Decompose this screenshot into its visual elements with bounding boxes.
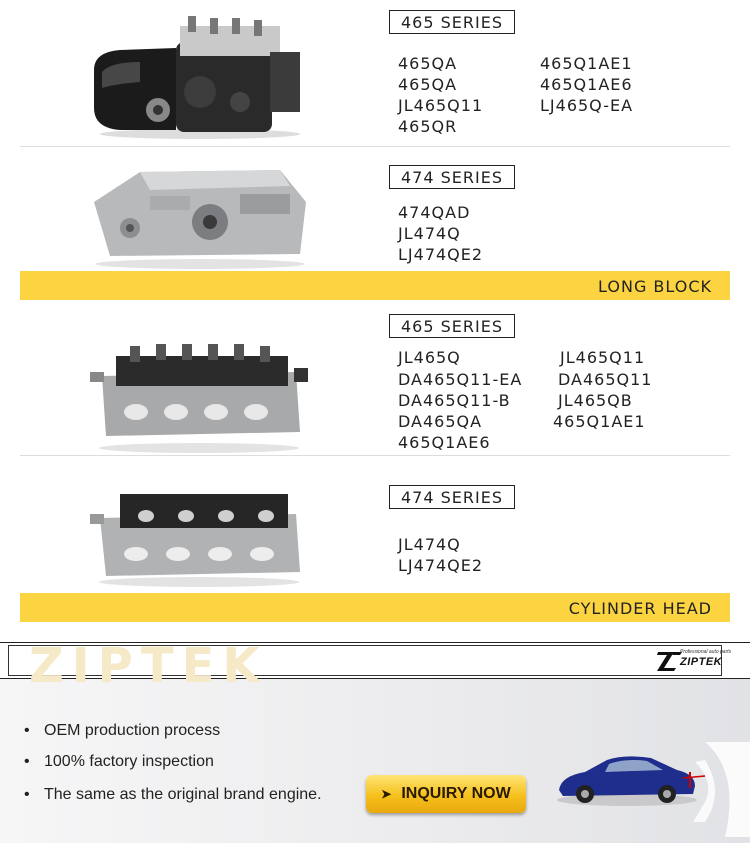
band-label: LONG BLOCK (598, 277, 712, 296)
band-label: CYLINDER HEAD (568, 599, 712, 618)
bullet-glyph: • (24, 786, 30, 803)
model-item: LJ474QE2 (398, 556, 484, 575)
bullet-glyph: • (24, 722, 30, 739)
model-item: 465QA (398, 75, 458, 94)
logo-bar-frame (8, 638, 722, 694)
model-item: JL465Q11 (398, 96, 484, 115)
feature-bullet (24, 786, 322, 804)
series-label: 474 SERIES (389, 485, 515, 509)
model-item: 465QA (398, 54, 458, 73)
model-item: 465QR (398, 117, 458, 136)
model-item: 465Q1AE6 (540, 75, 633, 94)
divider (20, 455, 730, 456)
model-item: 465Q1AE6 (398, 433, 491, 452)
model-item: JL465Q11 (560, 348, 646, 367)
logo-bar (0, 638, 750, 694)
feature-bullet (24, 753, 214, 771)
series-label: 465 SERIES (389, 314, 515, 338)
model-item: DA465Q11 (558, 370, 653, 389)
cylinder-head-465-image (86, 336, 312, 454)
series-label: 465 SERIES (389, 10, 515, 34)
inquiry-now-button[interactable] (366, 775, 526, 813)
model-item: JL474Q (398, 535, 461, 554)
brand-tagline: Professional auto parts (680, 649, 732, 655)
model-item: DA465Q11-EA (398, 370, 523, 389)
model-item: JL465QB (558, 391, 633, 410)
bullet-glyph: • (24, 753, 30, 770)
model-item: 465Q1AE1 (540, 54, 633, 73)
feature-text: OEM production process (44, 722, 221, 739)
model-item: 465Q1AE1 (553, 412, 646, 431)
long-block-band (20, 271, 730, 300)
engine-long-block-474-image (80, 152, 320, 270)
model-item: JL465Q (398, 348, 461, 367)
model-item: DA465Q11-B (398, 391, 511, 410)
engine-long-block-465-image (80, 12, 320, 140)
model-item: JL474Q (398, 224, 461, 243)
model-item: 474QAD (398, 203, 471, 222)
cylinder-head-474-image (86, 488, 312, 588)
model-item: LJ474QE2 (398, 245, 484, 264)
brand-name: ZIPTEK (680, 656, 723, 668)
brand-watermark: ZIPTEK (29, 638, 268, 694)
feature-bullet (24, 722, 220, 740)
series-label: 474 SERIES (389, 165, 515, 189)
feature-text: 100% factory inspection (44, 753, 214, 770)
cylinder-head-band (20, 593, 730, 622)
arrow-right-icon: ➤ (381, 787, 392, 801)
model-item: DA465QA (398, 412, 483, 431)
car-image (555, 742, 750, 837)
feature-text: The same as the original brand engine. (44, 786, 322, 803)
model-item: LJ465Q-EA (540, 96, 634, 115)
divider (20, 146, 730, 147)
inquiry-label: INQUIRY NOW (401, 785, 511, 802)
